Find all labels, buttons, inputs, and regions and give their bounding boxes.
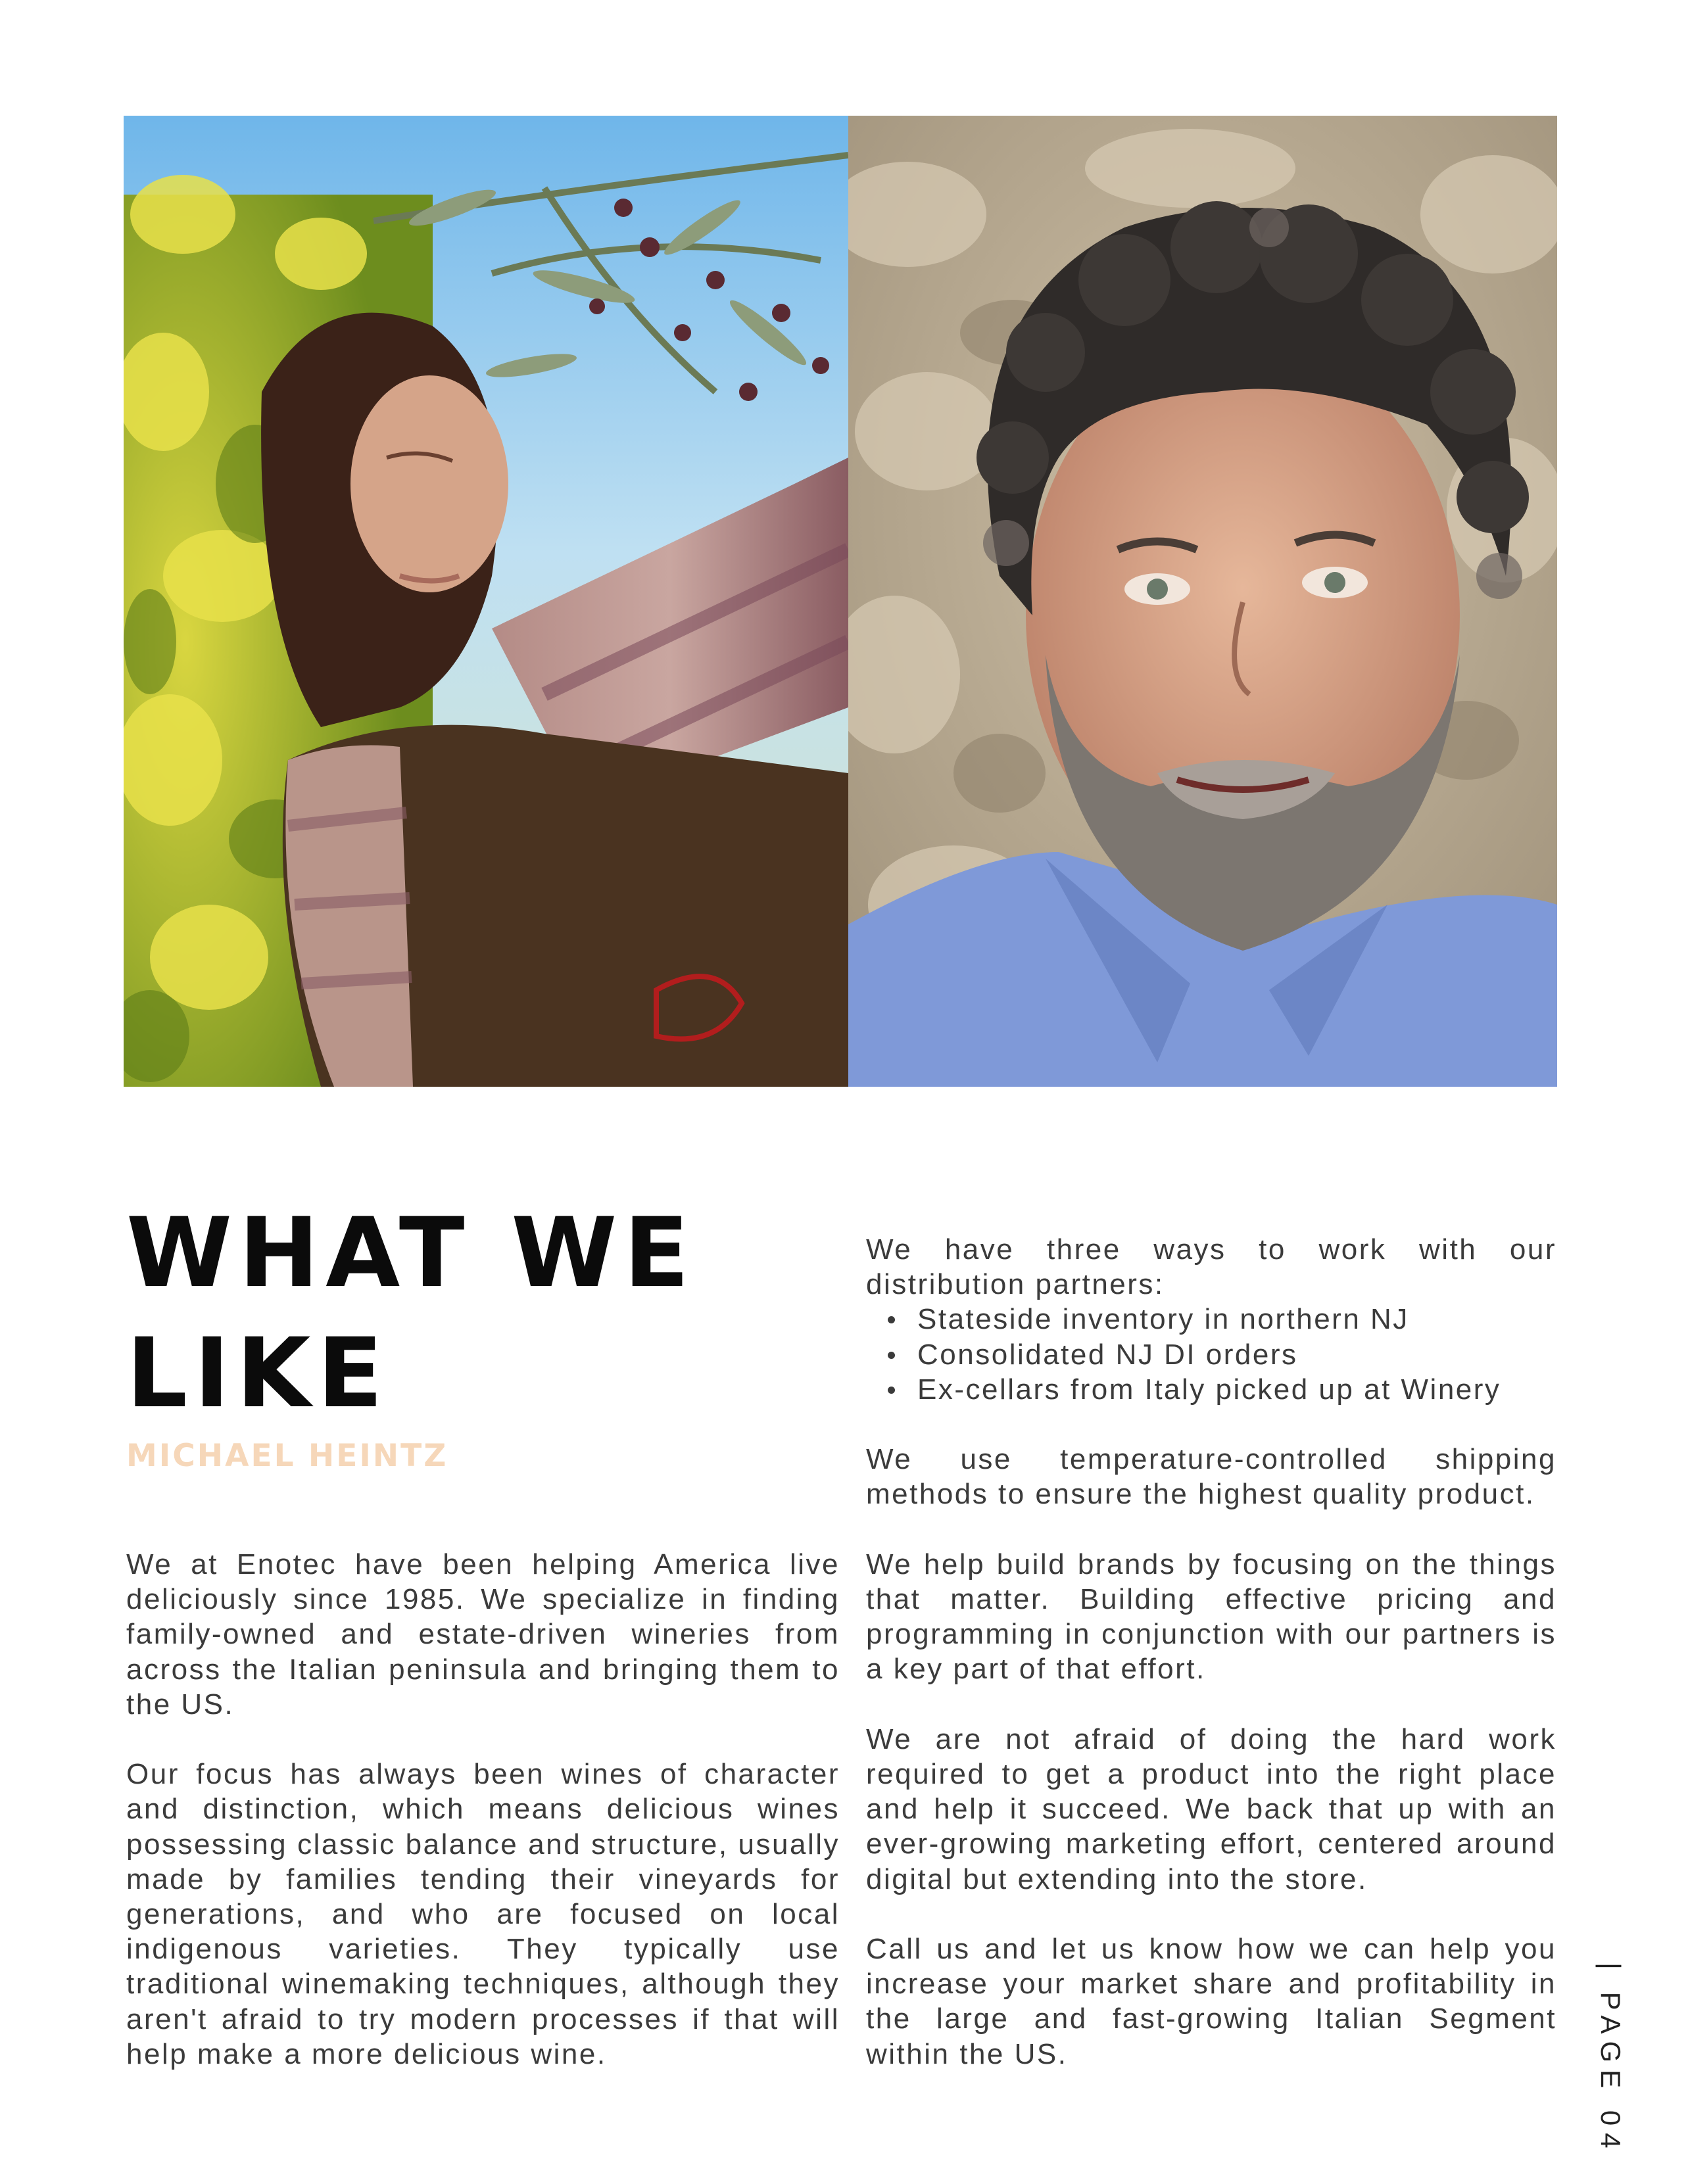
brands-paragraph: We help build brands by focusing on the things that matter. Building effective pricing and programming in conjunction with our partners is a key part of that effort. [866, 1548, 1556, 1686]
focus-paragraph: Our focus has always been wines of character and distinction, which means delicious wines possessing classic balance and structure, usually made by families tending their vineyards for generations, and who are focused on local indigenous varieties. They typically use traditional winemaking techniques, although they aren't afraid to try modern processes if that will help make a more delicious wine. [126, 1758, 840, 2070]
left-text-column [126, 1547, 840, 2106]
list-item: Stateside inventory in northern NJ [917, 1302, 1556, 1337]
author-name: MICHAEL HEINTZ [126, 1438, 448, 1474]
shipping-paragraph: We use temperature-controlled shipping methods to ensure the highest quality product. [866, 1443, 1556, 1511]
photo-man [848, 116, 1557, 1087]
page-title: WHAT WE LIKE [126, 1197, 696, 1429]
distribution-intro: We have three ways to work with our distribution partners: [866, 1233, 1556, 1301]
list-item: Consolidated NJ DI orders [917, 1337, 1556, 1372]
page-number-label: | PAGE 04 [1595, 1962, 1626, 2156]
photo-winemaker [124, 116, 848, 1087]
list-item: Ex-cellars from Italy picked up at Winery [917, 1372, 1556, 1407]
distribution-list [866, 1302, 1556, 1407]
call-us-paragraph: Call us and let us know how we can help you increase your market share and profitability in the large and fast-growing Italian Segment within the US. [866, 1933, 1556, 2070]
right-text-column [866, 1232, 1556, 2106]
hard-work-paragraph: We are not afraid of doing the hard work required to get a product into the right place and help it succeed. We back that up with an ever-growing marketing effort, centered around digital but extending into the store. [866, 1722, 1556, 1895]
intro-paragraph: We at Enotec have been helping America live deliciously since 1985. We specialize in finding family-owned and estate-driven wineries from across the Italian peninsula and bringing them to the US. [126, 1548, 840, 1721]
page-number [1595, 1962, 1634, 2156]
